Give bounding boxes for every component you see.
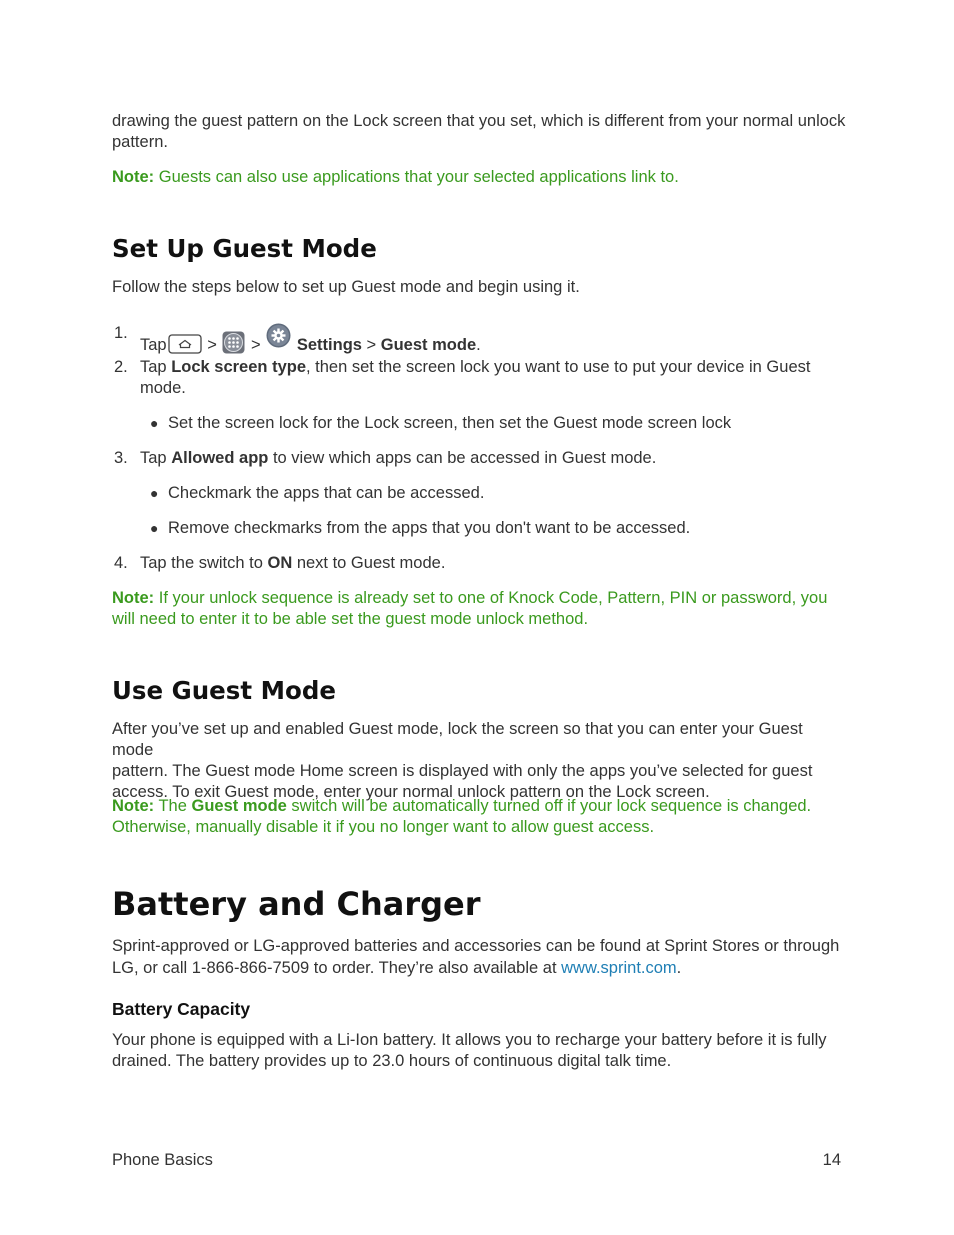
bullet-icon: ● [150, 485, 159, 501]
note-label: Note: [112, 797, 155, 815]
step-3-bold: Allowed app [171, 449, 269, 467]
step-3-number: 3. [114, 449, 128, 467]
step-2-text-2: mode. [140, 379, 186, 397]
setup-note-line-2: will need to enter it to be able set the guest mode unlock method. [112, 610, 589, 628]
step-2-number: 2. [114, 358, 128, 376]
use-note-bold: Guest mode [191, 797, 287, 815]
battery-line-2: LG, or call 1-866-866-7509 to order. They’re also available at [112, 959, 562, 977]
battery-capacity-paragraph [112, 1030, 847, 1072]
step-1-sep-3: > [361, 336, 381, 354]
footer-section: Phone Basics [112, 1151, 213, 1169]
capacity-line-2: drained. The battery provides up to 23.0 hours of continuous digital talk time. [112, 1052, 672, 1070]
step-4-text: next to Guest mode. [292, 554, 446, 572]
use-paragraph [112, 719, 847, 803]
setup-heading: Set Up Guest Mode [112, 234, 377, 263]
step-4-number: 4. [114, 554, 128, 572]
battery-heading: Battery and Charger [112, 885, 481, 923]
step-3-tap: Tap [140, 449, 172, 467]
note-label: Note: [112, 589, 155, 607]
bullet-icon: ● [150, 415, 159, 431]
step-1-guest-mode: Guest mode [380, 336, 477, 354]
battery-line-1: Sprint-approved or LG-approved batteries and accessories can be found at Sprint Stores or through [112, 937, 840, 955]
step-1-sep-2: > [251, 336, 261, 354]
settings-icon [266, 323, 291, 354]
step-4-pre: Tap the switch to [140, 554, 268, 572]
setup-note-line-1: If your unlock sequence is already set to one of Knock Code, Pattern, PIN or password, you [154, 589, 828, 607]
use-line-3: access. To exit Guest mode, enter your normal unlock pattern on the Lock screen. [112, 783, 710, 801]
step-1 [140, 323, 840, 360]
step-1-tap: Tap [140, 336, 167, 354]
note-label: Note: [112, 168, 155, 186]
step-1-sep-1: > [207, 336, 217, 354]
step-3-bullet-2: Remove checkmarks from the apps that you don't want to be accessed. [168, 519, 691, 537]
note-text: Guests can also use applications that your selected applications link to. [154, 168, 679, 186]
battery-capacity-heading: Battery Capacity [112, 999, 251, 1019]
step-1-end: . [476, 336, 481, 354]
intro-line-1: drawing the guest pattern on the Lock screen that you set, which is different from your normal unlock [112, 112, 846, 130]
intro-paragraph [112, 111, 847, 153]
intro-note [112, 167, 847, 188]
setup-note [112, 588, 847, 630]
use-line-2: pattern. The Guest mode Home screen is displayed with only the apps you’ve selected for guest [112, 762, 813, 780]
capacity-line-1: Your phone is equipped with a Li-Ion battery. It allows you to recharge your battery before it is fully [112, 1031, 827, 1049]
step-1-number: 1. [114, 324, 128, 342]
step-2-bold: Lock screen type [171, 358, 306, 376]
step-2-tap: Tap [140, 358, 172, 376]
intro-line-2: pattern. [112, 133, 168, 151]
bullet-icon: ● [150, 520, 159, 536]
step-2-text-1: , then set the screen lock you want to use to put your device in Guest [306, 358, 811, 376]
step-3-text: to view which apps can be accessed in Guest mode. [268, 449, 657, 467]
use-line-1: After you’ve set up and enabled Guest mode, lock the screen so that you can enter your Guest mode [112, 720, 803, 759]
page-number: 14 [822, 1151, 841, 1169]
use-note-pre: The [154, 797, 192, 815]
battery-line-2-end: . [676, 959, 682, 977]
setup-intro: Follow the steps below to set up Guest mode and begin using it. [112, 278, 580, 296]
apps-icon [222, 331, 245, 360]
step-3 [140, 448, 840, 469]
use-note [112, 796, 847, 838]
step-2-bullet: Set the screen lock for the Lock screen, then set the Guest mode screen lock [168, 414, 732, 432]
step-2 [140, 357, 840, 399]
sprint-link[interactable]: www.sprint.com [561, 959, 677, 977]
step-4-bold: ON [267, 554, 293, 572]
use-note-text: switch will be automatically turned off if your lock sequence is changed. [286, 797, 812, 815]
battery-paragraph [112, 935, 847, 979]
step-4 [140, 553, 840, 574]
step-1-settings: Settings [296, 336, 362, 354]
use-note-line-2: Otherwise, manually disable it if you no longer want to allow guest access. [112, 818, 655, 836]
step-3-bullet-1: Checkmark the apps that can be accessed. [168, 484, 485, 502]
use-heading: Use Guest Mode [112, 676, 336, 705]
